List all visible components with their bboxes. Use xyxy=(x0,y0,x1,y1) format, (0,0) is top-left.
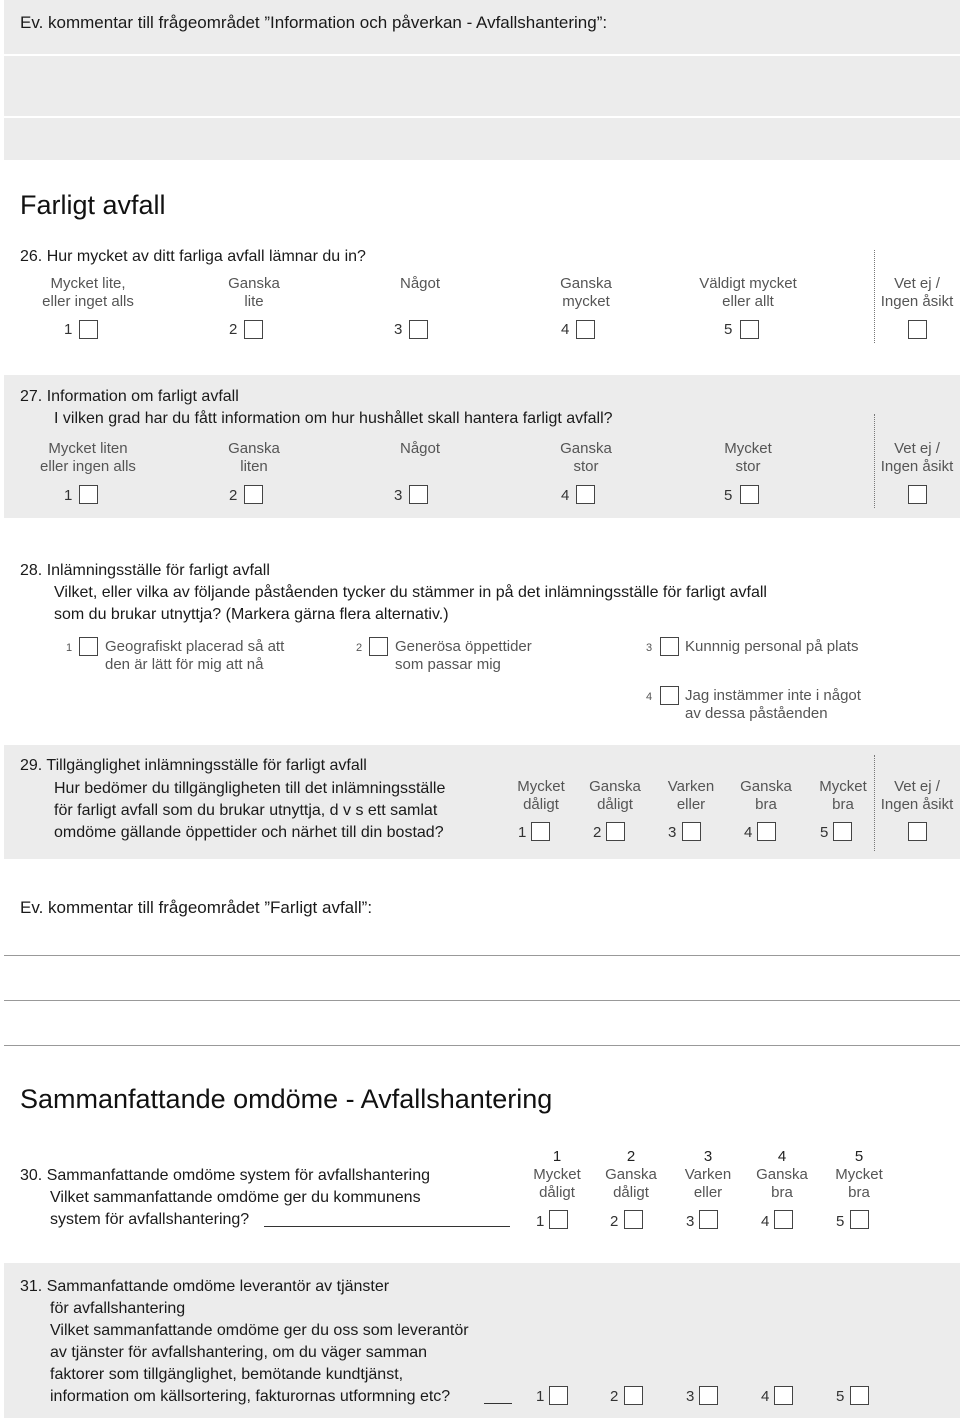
dotted-separator xyxy=(874,250,875,343)
q31-title1: 31. Sammanfattande omdöme leverantör av tjänster xyxy=(20,1278,390,1295)
q30-line2: system för avfallshantering? xyxy=(50,1211,250,1228)
comment-divider xyxy=(4,116,960,118)
section-title: Farligt avfall xyxy=(20,190,166,220)
q26-num4: 4 xyxy=(561,321,570,338)
q29-checkbox-2[interactable] xyxy=(606,822,625,841)
q29-checkbox-5[interactable] xyxy=(833,822,852,841)
q27-dontknow-label: Vet ej / Ingen åsikt xyxy=(880,440,954,475)
q29-checkbox-4[interactable] xyxy=(757,822,776,841)
q28-checkbox-1[interactable] xyxy=(79,637,98,656)
comment-line[interactable] xyxy=(4,1045,960,1046)
q30-opt4-label: 4 Ganska bra xyxy=(756,1148,808,1201)
q30-opt5-label: 5 Mycket bra xyxy=(835,1148,883,1201)
q30-opt3-label: 3 Varken eller xyxy=(684,1148,732,1201)
q28-opt3-text: Kunnnig personal på plats xyxy=(685,638,859,655)
q27-opt4-label: Ganska stor xyxy=(560,440,612,475)
q31-underline xyxy=(484,1403,512,1404)
q27-opt1-label: Mycket liten eller ingen alls xyxy=(40,440,136,475)
q29-checkbox-1[interactable] xyxy=(531,822,550,841)
q26-num2: 2 xyxy=(229,321,238,338)
q31-line4: information om källsortering, fakturornas utformning etc? xyxy=(50,1388,451,1405)
q29-num3: 3 xyxy=(668,824,677,841)
q31-num4: 4 xyxy=(761,1388,770,1405)
q27-checkbox-4[interactable] xyxy=(576,485,595,504)
q28-title: 28. Inlämningsställe för farligt avfall xyxy=(20,562,270,579)
q27-opt5-label: Mycket stor xyxy=(724,440,772,475)
q30-title: 30. Sammanfattande omdöme system för avfallshantering xyxy=(20,1167,430,1184)
q28-opt4-num: 4 xyxy=(646,691,653,703)
q26-checkbox-3[interactable] xyxy=(409,320,428,339)
q27-checkbox-2[interactable] xyxy=(244,485,263,504)
q29-line2: för farligt avfall som du brukar utnyttja, d v s ett samlat xyxy=(54,802,438,819)
q31-num2: 2 xyxy=(610,1388,619,1405)
q29-dontknow-label: Vet ej / Ingen åsikt xyxy=(880,778,954,813)
q29-checkbox-dontknow[interactable] xyxy=(908,822,927,841)
q26-num5: 5 xyxy=(724,321,733,338)
q29-line3: omdöme gällande öppettider och närhet till din bostad? xyxy=(54,824,444,841)
q28-opt2-text: Generösa öppettider som passar mig xyxy=(395,638,532,673)
q28-line1: Vilket, eller vilka av följande påståenden tycker du stämmer in på det inlämningsställe för farligt avfall xyxy=(54,584,767,601)
q26-checkbox-1[interactable] xyxy=(79,320,98,339)
q31-line2: av tjänster för avfallshantering, om du väger samman xyxy=(50,1344,428,1361)
q26-checkbox-dontknow[interactable] xyxy=(908,320,927,339)
q31-checkbox-3[interactable] xyxy=(699,1386,718,1405)
q30-checkbox-5[interactable] xyxy=(850,1210,869,1229)
q29-opt4-label: Ganska bra xyxy=(740,778,792,813)
q28-opt3-num: 3 xyxy=(646,642,653,654)
q31-title2: för avfallshantering xyxy=(50,1300,186,1317)
section-title: Sammanfattande omdöme - Avfallshantering xyxy=(20,1084,553,1114)
comment-line[interactable] xyxy=(4,955,960,956)
q31-line1: Vilket sammanfattande omdöme ger du oss som leverantör xyxy=(50,1322,469,1339)
q29-opt3-label: Varken eller xyxy=(667,778,715,813)
q30-checkbox-2[interactable] xyxy=(624,1210,643,1229)
q28-opt1-text: Geografiskt placerad så att den är lätt för mig att nå xyxy=(105,638,285,673)
q29-line1: Hur bedömer du tillgängligheten till det inlämningsställe xyxy=(54,780,446,797)
q30-opt2-label: 2 Ganska dåligt xyxy=(605,1148,657,1201)
q27-checkbox-1[interactable] xyxy=(79,485,98,504)
q27-num5: 5 xyxy=(724,487,733,504)
q28-checkbox-3[interactable] xyxy=(660,637,679,656)
q30-num3: 3 xyxy=(686,1213,695,1230)
q30-checkbox-1[interactable] xyxy=(549,1210,568,1229)
q31-checkbox-1[interactable] xyxy=(549,1386,568,1405)
q27-num4: 4 xyxy=(561,487,570,504)
q30-checkbox-3[interactable] xyxy=(699,1210,718,1229)
q30-num4: 4 xyxy=(761,1213,770,1230)
q29-num2: 2 xyxy=(593,824,602,841)
q27-num1: 1 xyxy=(64,487,73,504)
q26-opt4-label: Ganska mycket xyxy=(560,275,612,310)
q26-opt3-label: Något xyxy=(399,275,441,292)
q30-num2: 2 xyxy=(610,1213,619,1230)
q29-opt5-label: Mycket bra xyxy=(819,778,867,813)
q29-num5: 5 xyxy=(820,824,829,841)
q26-checkbox-5[interactable] xyxy=(740,320,759,339)
q26-num3: 3 xyxy=(394,321,403,338)
q31-checkbox-4[interactable] xyxy=(774,1386,793,1405)
q26-checkbox-4[interactable] xyxy=(576,320,595,339)
q27-num2: 2 xyxy=(229,487,238,504)
q29-num1: 1 xyxy=(518,824,527,841)
q31-checkbox-2[interactable] xyxy=(624,1386,643,1405)
q31-line3: faktorer som tillgänglighet, bemötande kundtjänst, xyxy=(50,1366,404,1383)
q29-opt2-label: Ganska dåligt xyxy=(589,778,641,813)
q31-num1: 1 xyxy=(536,1388,545,1405)
q28-opt1-num: 1 xyxy=(66,642,73,654)
q27-checkbox-3[interactable] xyxy=(409,485,428,504)
q30-line1: Vilket sammanfattande omdöme ger du kommunens xyxy=(50,1189,421,1206)
q27-checkbox-dontknow[interactable] xyxy=(908,485,927,504)
q29-title: 29. Tillgänglighet inlämningsställe för farligt avfall xyxy=(20,757,367,774)
q28-opt4-text: Jag instämmer inte i något av dessa påståenden xyxy=(685,687,861,722)
q26-checkbox-2[interactable] xyxy=(244,320,263,339)
q28-opt2-num: 2 xyxy=(356,642,363,654)
q31-checkbox-5[interactable] xyxy=(850,1386,869,1405)
q30-checkbox-4[interactable] xyxy=(774,1210,793,1229)
comment-1-title: Ev. kommentar till frågeområdet ”Information och påverkan - Avfallshantering”: xyxy=(20,13,608,32)
q29-num4: 4 xyxy=(744,824,753,841)
q30-num1: 1 xyxy=(536,1213,545,1230)
q27-checkbox-5[interactable] xyxy=(740,485,759,504)
q27-opt3-label: Något xyxy=(399,440,441,457)
comment-2-title: Ev. kommentar till frågeområdet ”Farligt avfall”: xyxy=(20,898,373,917)
q26-opt1-label: Mycket lite, eller inget alls xyxy=(42,275,134,310)
q26-num1: 1 xyxy=(64,321,73,338)
q30-underline xyxy=(264,1226,510,1227)
q28-checkbox-4[interactable] xyxy=(660,686,679,705)
q27-question: I vilken grad har du fått information om hur hushållet skall hantera farligt avfall? xyxy=(54,410,613,427)
q26-question: 26. Hur mycket av ditt farliga avfall lämnar du in? xyxy=(20,248,366,265)
q31-num3: 3 xyxy=(686,1388,695,1405)
q28-line2: som du brukar utnyttja? (Markera gärna flera alternativ.) xyxy=(54,606,449,623)
q27-title: 27. Information om farligt avfall xyxy=(20,388,239,405)
comment-divider xyxy=(4,54,960,56)
q26-opt5-label: Väldigt mycket eller allt xyxy=(699,275,797,310)
q30-opt1-label: 1 Mycket dåligt xyxy=(533,1148,581,1201)
q27-opt2-label: Ganska liten xyxy=(228,440,280,475)
q31-num5: 5 xyxy=(836,1388,845,1405)
q29-opt1-label: Mycket dåligt xyxy=(517,778,565,813)
q29-checkbox-3[interactable] xyxy=(682,822,701,841)
q26-opt2-label: Ganska lite xyxy=(228,275,280,310)
q30-num5: 5 xyxy=(836,1213,845,1230)
comment-line[interactable] xyxy=(4,1000,960,1001)
q27-num3: 3 xyxy=(394,487,403,504)
q28-checkbox-2[interactable] xyxy=(369,637,388,656)
q26-dontknow-label: Vet ej / Ingen åsikt xyxy=(880,275,954,310)
